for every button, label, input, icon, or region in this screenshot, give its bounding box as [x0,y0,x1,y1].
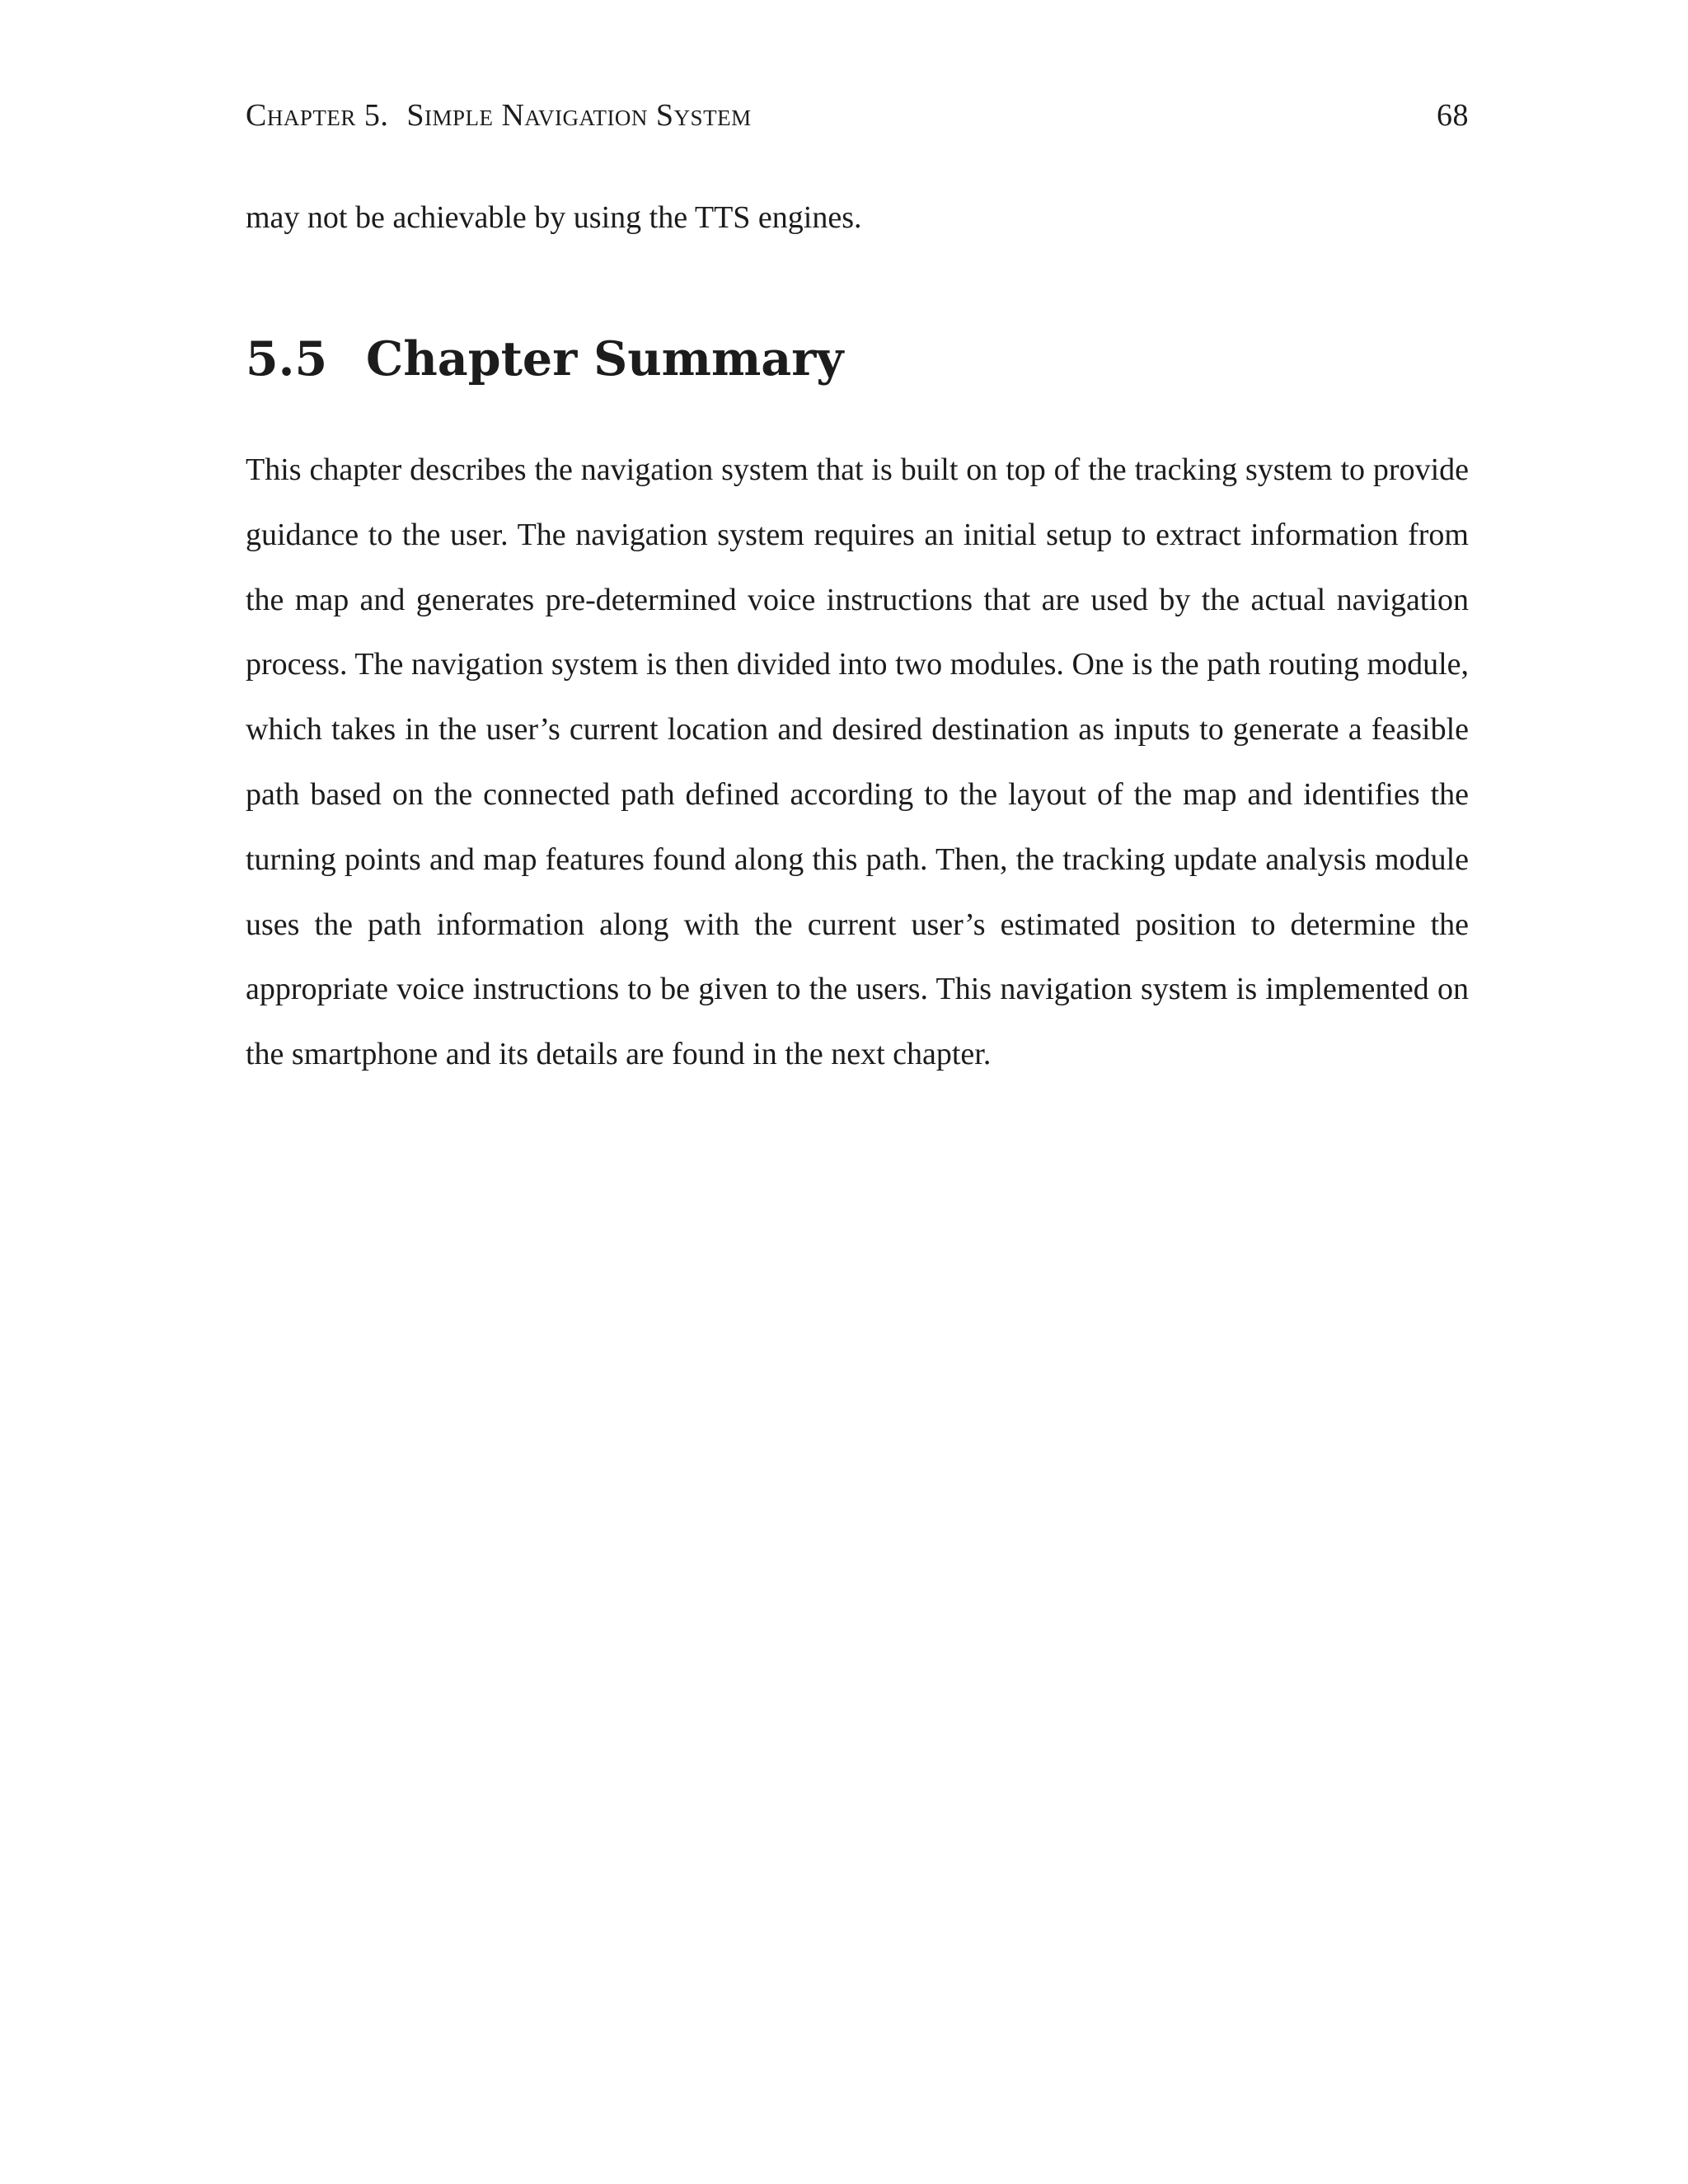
running-header-chapter [246,97,752,134]
continued-paragraph: may not be achievable by using the TTS engines. [246,200,862,235]
running-header [246,97,1469,147]
summary-paragraph: This chapter describes the navigation system that is built on top of the tracking system to provide guidance to the user. The navigation system requires an initial setup to extract information from the map and generates pre-determined voice instructions that are used by the actual navigation process. The navigation system is then divided into two modules. One is the path routing module, which takes in the user’s current location and desired destination as inputs to generate a feasible path based on the connected path defined according to the layout of the map and identifies the turning points and map features found along this path. Then, the tracking update analysis module uses the path information along with the current user’s estimated position to determine the appropriate voice instructions to be given to the users. This navigation system is implemented on the smartphone and its details are found in the next chapter. [246,452,1469,1072]
chapter-title: Simple Navigation System [406,98,752,133]
section-title: Chapter Summary [366,331,844,387]
section-heading [246,326,843,392]
chapter-label: Chapter 5. [246,98,389,133]
page-number: 68 [1437,98,1469,133]
section-number: 5.5 [246,331,328,387]
